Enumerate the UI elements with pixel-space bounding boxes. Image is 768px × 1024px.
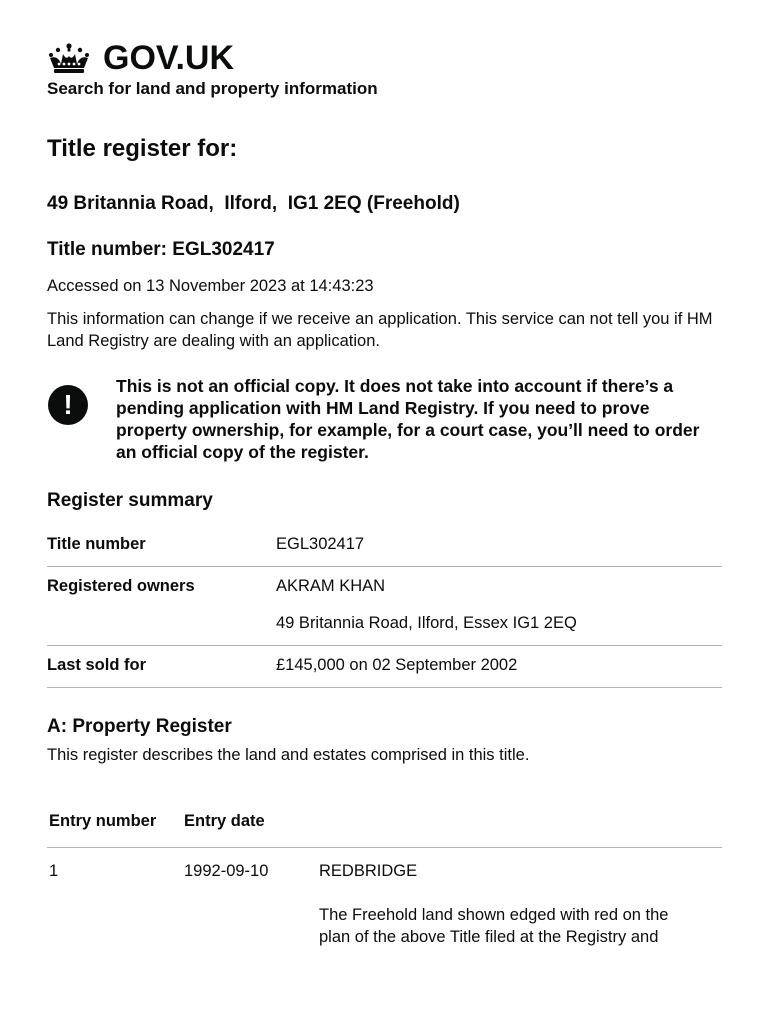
- property-register-heading: A: Property Register: [47, 716, 232, 737]
- warning-callout: [47, 375, 722, 463]
- entry-text-line: The Freehold land shown edged with red on the: [319, 906, 669, 924]
- entry-date: 1992-09-10: [184, 862, 269, 880]
- summary-key: Registered owners: [47, 577, 195, 595]
- entry-text: [319, 860, 722, 948]
- page-title: Title register for:: [47, 135, 238, 162]
- accessed-timestamp: Accessed on 13 November 2023 at 14:43:23: [47, 277, 374, 295]
- entry-text-line: REDBRIDGE: [319, 862, 418, 880]
- column-header-entry-number: Entry number: [49, 812, 157, 830]
- summary-row-title-number: [47, 525, 722, 567]
- entries-table: [47, 799, 722, 948]
- property-address: 49 Britannia Road, Ilford, IG1 2EQ (Freehold): [47, 193, 460, 214]
- entry-number: 1: [49, 862, 59, 880]
- page: [47, 38, 722, 948]
- exclamation-icon: !: [48, 385, 88, 425]
- entry-text-line: plan of the above Title filed at the Registry and: [319, 928, 659, 946]
- summary-key: Last sold for: [47, 656, 147, 674]
- info-text: This information can change if we receive an application. This service can not tell you if HM Land Registry are dealing with an application.: [47, 310, 713, 350]
- summary-row-registered-owners: [47, 567, 722, 646]
- summary-key: Title number: [47, 535, 146, 553]
- column-header-entry-date: Entry date: [184, 812, 265, 830]
- entries-table-header: [47, 799, 722, 848]
- register-summary-heading: Register summary: [47, 490, 213, 511]
- warning-text: This is not an official copy. It does not take into account if there’s a pending application with HM Land Registry. If you need to prove property ownership, for example, for a court case, you’ll need to order an official copy of the register.: [116, 376, 700, 462]
- register-summary-list: [47, 525, 722, 688]
- gov-header[interactable]: [47, 38, 722, 78]
- gov-logo-text: GOV.UK: [103, 39, 235, 77]
- owner-name: AKRAM KHAN: [276, 577, 386, 595]
- summary-value: [276, 575, 577, 634]
- summary-value: £145,000 on 02 September 2002: [276, 656, 518, 674]
- crown-icon: [47, 42, 91, 74]
- summary-value: EGL302417: [276, 535, 365, 553]
- owner-address: 49 Britannia Road, Ilford, Essex IG1 2EQ: [276, 614, 577, 632]
- property-register-description: This register describes the land and estates comprised in this title.: [47, 746, 530, 764]
- title-number-heading: Title number: EGL302417: [47, 239, 275, 260]
- table-row: [47, 848, 722, 948]
- service-name[interactable]: Search for land and property information: [47, 79, 378, 98]
- summary-row-last-sold: [47, 646, 722, 688]
- column-header-entry-text: [319, 810, 722, 832]
